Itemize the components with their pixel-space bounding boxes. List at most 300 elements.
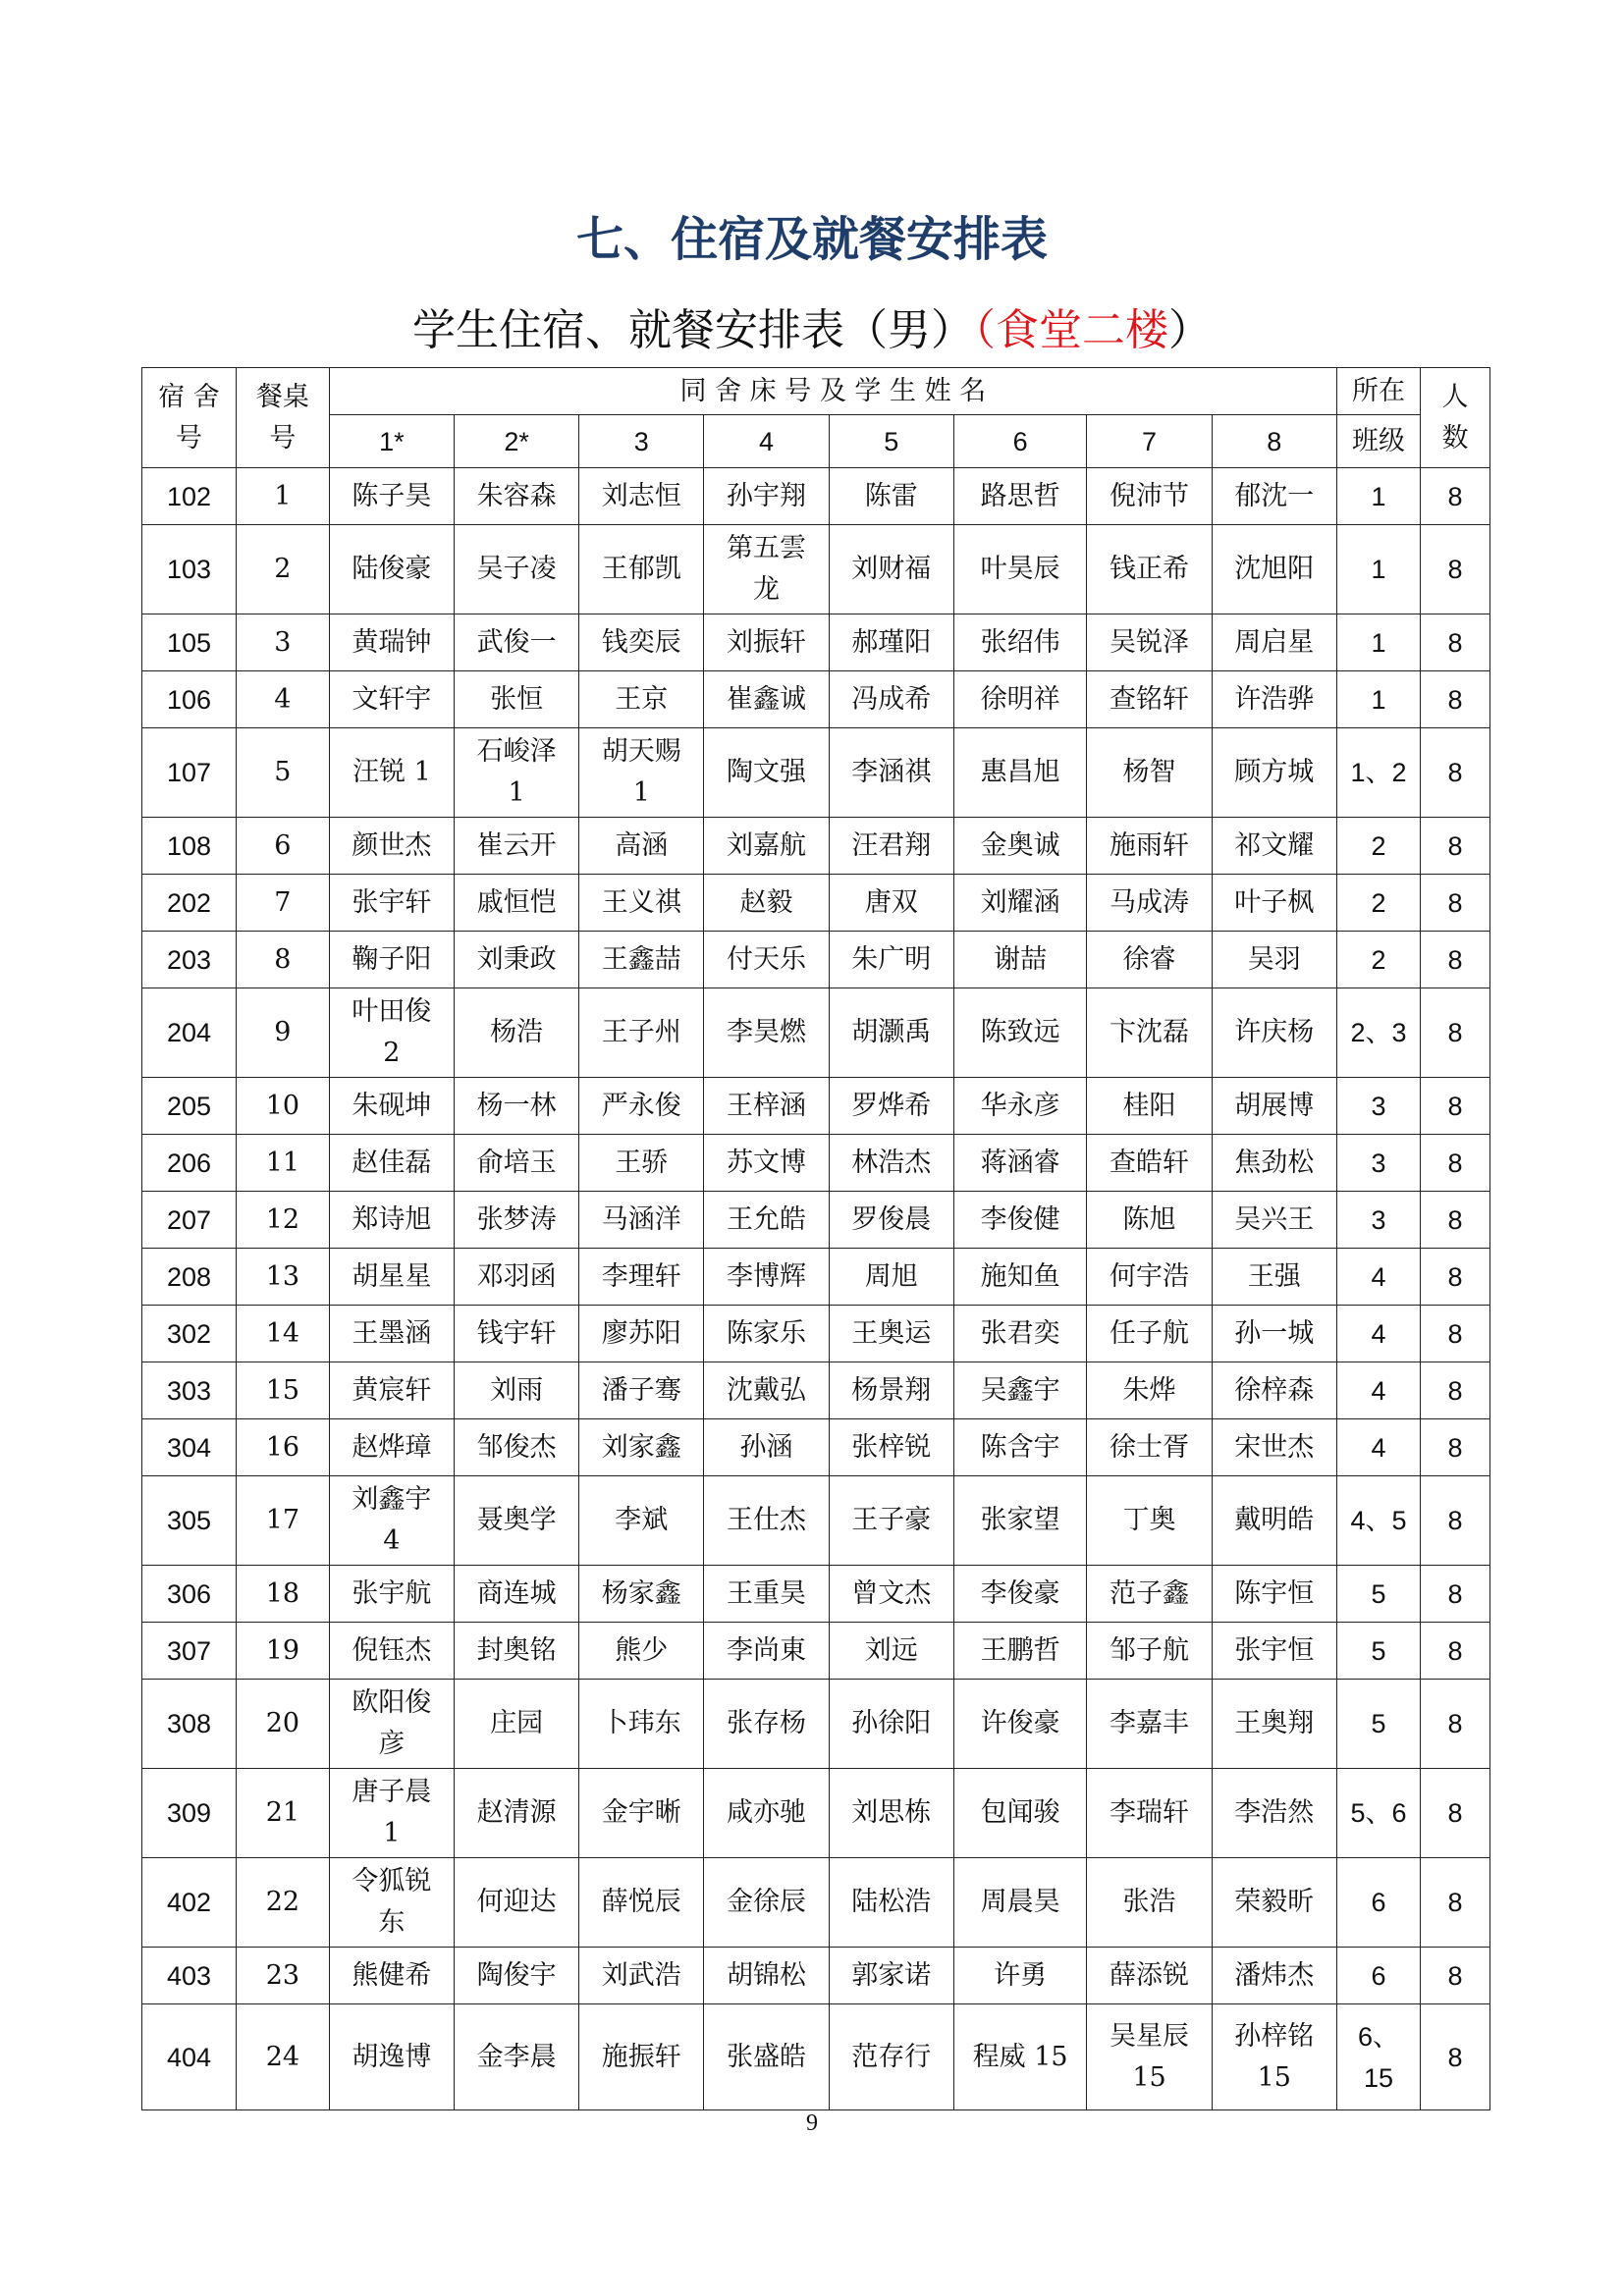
student-name-cell: 刘耀涵 bbox=[953, 875, 1087, 932]
dorm-number-cell: 203 bbox=[142, 932, 237, 988]
student-name-cell: 叶田俊 2 bbox=[329, 988, 454, 1078]
student-name-cell: 吴兴王 bbox=[1212, 1192, 1336, 1249]
student-name-cell: 高涵 bbox=[579, 818, 704, 875]
student-name-cell: 施雨轩 bbox=[1087, 818, 1212, 875]
student-name-cell: 马涵洋 bbox=[579, 1192, 704, 1249]
count-cell: 8 bbox=[1421, 1306, 1490, 1362]
student-name-cell: 冯成希 bbox=[829, 671, 953, 728]
student-name-cell: 陈子昊 bbox=[329, 468, 454, 525]
header-bed: 6 bbox=[953, 415, 1087, 468]
student-name-cell: 王墨涵 bbox=[329, 1306, 454, 1362]
count-cell: 8 bbox=[1421, 468, 1490, 525]
dorm-number-cell: 205 bbox=[142, 1078, 237, 1135]
student-name-cell: 黄瑞钟 bbox=[329, 614, 454, 671]
student-name-cell: 李尚東 bbox=[704, 1623, 829, 1680]
table-number-cell: 14 bbox=[237, 1306, 330, 1362]
count-cell: 8 bbox=[1421, 1476, 1490, 1566]
class-cell: 4 bbox=[1336, 1306, 1420, 1362]
student-name-cell: 陆松浩 bbox=[829, 1858, 953, 1948]
dorm-number-cell: 202 bbox=[142, 875, 237, 932]
count-cell: 8 bbox=[1421, 818, 1490, 875]
student-name-cell: 孙徐阳 bbox=[829, 1680, 953, 1769]
table-row bbox=[142, 1858, 1490, 1948]
student-name-cell: 封奥铭 bbox=[455, 1623, 579, 1680]
table-number-cell: 6 bbox=[237, 818, 330, 875]
student-name-cell: 许俊豪 bbox=[953, 1680, 1087, 1769]
student-name-cell: 谢喆 bbox=[953, 932, 1087, 988]
student-name-cell: 王鹏哲 bbox=[953, 1623, 1087, 1680]
student-name-cell: 路思哲 bbox=[953, 468, 1087, 525]
student-name-cell: 郑诗旭 bbox=[329, 1192, 454, 1249]
student-name-cell: 胡锦松 bbox=[704, 1948, 829, 2004]
student-name-cell: 颜世杰 bbox=[329, 818, 454, 875]
student-name-cell: 陈雷 bbox=[829, 468, 953, 525]
student-name-cell: 惠昌旭 bbox=[953, 728, 1087, 818]
student-name-cell: 王郁凯 bbox=[579, 525, 704, 614]
count-cell: 8 bbox=[1421, 1362, 1490, 1419]
student-name-cell: 杨一林 bbox=[455, 1078, 579, 1135]
class-cell: 5 bbox=[1336, 1623, 1420, 1680]
table-number-cell: 5 bbox=[237, 728, 330, 818]
student-name-cell: 曾文杰 bbox=[829, 1566, 953, 1623]
subtitle-paren-close: ） bbox=[1168, 305, 1212, 355]
student-name-cell: 薛添锐 bbox=[1087, 1948, 1212, 2004]
class-cell: 3 bbox=[1336, 1192, 1420, 1249]
page-title: 七、住宿及就餐安排表 bbox=[575, 212, 1048, 267]
table-number-cell: 1 bbox=[237, 468, 330, 525]
subtitle-main: 学生住宿、就餐安排表（男） bbox=[412, 305, 974, 355]
student-name-cell: 邓羽函 bbox=[455, 1249, 579, 1306]
student-name-cell: 文轩宇 bbox=[329, 671, 454, 728]
table-row bbox=[142, 1362, 1490, 1419]
count-cell: 8 bbox=[1421, 1192, 1490, 1249]
student-name-cell: 李瑞轩 bbox=[1087, 1769, 1212, 1858]
student-name-cell: 荣毅昕 bbox=[1212, 1858, 1336, 1948]
student-name-cell: 任子航 bbox=[1087, 1306, 1212, 1362]
count-cell: 8 bbox=[1421, 932, 1490, 988]
dorm-number-cell: 309 bbox=[142, 1769, 237, 1858]
student-name-cell: 陶文强 bbox=[704, 728, 829, 818]
student-name-cell: 严永俊 bbox=[579, 1078, 704, 1135]
student-name-cell: 戚恒恺 bbox=[455, 875, 579, 932]
student-name-cell: 崔鑫诚 bbox=[704, 671, 829, 728]
table-row bbox=[142, 1249, 1490, 1306]
dorm-number-cell: 207 bbox=[142, 1192, 237, 1249]
table-number-cell: 15 bbox=[237, 1362, 330, 1419]
header-bed: 1* bbox=[329, 415, 454, 468]
class-cell: 5 bbox=[1336, 1680, 1420, 1769]
student-name-cell: 刘秉政 bbox=[455, 932, 579, 988]
student-name-cell: 令狐锐 东 bbox=[329, 1858, 454, 1948]
student-name-cell: 焦劲松 bbox=[1212, 1135, 1336, 1192]
dorm-number-cell: 105 bbox=[142, 614, 237, 671]
student-name-cell: 马成涛 bbox=[1087, 875, 1212, 932]
student-name-cell: 张宇恒 bbox=[1212, 1623, 1336, 1680]
table-number-cell: 9 bbox=[237, 988, 330, 1078]
student-name-cell: 鞠子阳 bbox=[329, 932, 454, 988]
student-name-cell: 李涵祺 bbox=[829, 728, 953, 818]
student-name-cell: 陈家乐 bbox=[704, 1306, 829, 1362]
table-number-cell: 2 bbox=[237, 525, 330, 614]
dorm-number-cell: 307 bbox=[142, 1623, 237, 1680]
student-name-cell: 陆俊豪 bbox=[329, 525, 454, 614]
class-cell: 4 bbox=[1336, 1419, 1420, 1476]
class-cell: 4 bbox=[1336, 1249, 1420, 1306]
table-row bbox=[142, 671, 1490, 728]
student-name-cell: 孙一城 bbox=[1212, 1306, 1336, 1362]
table-number-cell: 3 bbox=[237, 614, 330, 671]
dorm-number-cell: 304 bbox=[142, 1419, 237, 1476]
student-name-cell: 孙梓铭 15 bbox=[1212, 2004, 1336, 2110]
class-cell: 4、5 bbox=[1336, 1476, 1420, 1566]
student-name-cell: 徐睿 bbox=[1087, 932, 1212, 988]
class-cell: 6 bbox=[1336, 1948, 1420, 2004]
student-name-cell: 张君奕 bbox=[953, 1306, 1087, 1362]
class-cell: 2 bbox=[1336, 818, 1420, 875]
class-cell: 3 bbox=[1336, 1135, 1420, 1192]
table-row bbox=[142, 1566, 1490, 1623]
student-name-cell: 金宇晰 bbox=[579, 1769, 704, 1858]
count-cell: 8 bbox=[1421, 1078, 1490, 1135]
student-name-cell: 叶昊辰 bbox=[953, 525, 1087, 614]
table-number-cell: 13 bbox=[237, 1249, 330, 1306]
student-name-cell: 何迎达 bbox=[455, 1858, 579, 1948]
student-name-cell: 武俊一 bbox=[455, 614, 579, 671]
student-name-cell: 沈旭阳 bbox=[1212, 525, 1336, 614]
count-cell: 8 bbox=[1421, 1948, 1490, 2004]
header-dorm-no: 宿 舍 号 bbox=[142, 368, 237, 468]
dorm-number-cell: 403 bbox=[142, 1948, 237, 2004]
student-name-cell: 李理轩 bbox=[579, 1249, 704, 1306]
student-name-cell: 胡展博 bbox=[1212, 1078, 1336, 1135]
count-cell: 8 bbox=[1421, 525, 1490, 614]
table-row bbox=[142, 1192, 1490, 1249]
student-name-cell: 倪沛节 bbox=[1087, 468, 1212, 525]
table-body bbox=[142, 468, 1490, 2110]
student-name-cell: 王仕杰 bbox=[704, 1476, 829, 1566]
table-row bbox=[142, 1476, 1490, 1566]
student-name-cell: 金徐辰 bbox=[704, 1858, 829, 1948]
student-name-cell: 徐梓森 bbox=[1212, 1362, 1336, 1419]
class-cell: 2 bbox=[1336, 875, 1420, 932]
subtitle-location: 食堂二楼 bbox=[996, 305, 1168, 355]
class-cell: 5、6 bbox=[1336, 1769, 1420, 1858]
student-name-cell: 施振轩 bbox=[579, 2004, 704, 2110]
student-name-cell: 吴子凌 bbox=[455, 525, 579, 614]
class-cell: 6、 15 bbox=[1336, 2004, 1420, 2110]
count-cell: 8 bbox=[1421, 1566, 1490, 1623]
student-name-cell: 罗烨希 bbox=[829, 1078, 953, 1135]
student-name-cell: 王子州 bbox=[579, 988, 704, 1078]
student-name-cell: 朱容森 bbox=[455, 468, 579, 525]
header-table-no: 餐桌 号 bbox=[237, 368, 330, 468]
student-name-cell: 吴鑫宇 bbox=[953, 1362, 1087, 1419]
student-name-cell: 张宇航 bbox=[329, 1566, 454, 1623]
student-name-cell: 孙宇翔 bbox=[704, 468, 829, 525]
student-name-cell: 孙涵 bbox=[704, 1419, 829, 1476]
student-name-cell: 查皓轩 bbox=[1087, 1135, 1212, 1192]
student-name-cell: 陈宇恒 bbox=[1212, 1566, 1336, 1623]
student-name-cell: 钱正希 bbox=[1087, 525, 1212, 614]
student-name-cell: 陈含宇 bbox=[953, 1419, 1087, 1476]
student-name-cell: 王义祺 bbox=[579, 875, 704, 932]
header-class-top: 所在 bbox=[1336, 368, 1420, 415]
student-name-cell: 王重昊 bbox=[704, 1566, 829, 1623]
student-name-cell: 胡天赐 1 bbox=[579, 728, 704, 818]
student-name-cell: 黄宸轩 bbox=[329, 1362, 454, 1419]
student-name-cell: 刘财福 bbox=[829, 525, 953, 614]
dorm-number-cell: 106 bbox=[142, 671, 237, 728]
student-name-cell: 刘思栋 bbox=[829, 1769, 953, 1858]
class-cell: 1 bbox=[1336, 525, 1420, 614]
count-cell: 8 bbox=[1421, 1135, 1490, 1192]
student-name-cell: 李嘉丰 bbox=[1087, 1680, 1212, 1769]
student-name-cell: 李博辉 bbox=[704, 1249, 829, 1306]
student-name-cell: 刘武浩 bbox=[579, 1948, 704, 2004]
student-name-cell: 王子豪 bbox=[829, 1476, 953, 1566]
student-name-cell: 唐双 bbox=[829, 875, 953, 932]
count-cell: 8 bbox=[1421, 2004, 1490, 2110]
student-name-cell: 李俊健 bbox=[953, 1192, 1087, 1249]
student-name-cell: 程威 15 bbox=[953, 2004, 1087, 2110]
page-number: 9 bbox=[806, 2110, 818, 2136]
student-name-cell: 俞培玉 bbox=[455, 1135, 579, 1192]
subtitle-paren-open: （ bbox=[974, 305, 996, 355]
student-name-cell: 王奥运 bbox=[829, 1306, 953, 1362]
student-name-cell: 何宇浩 bbox=[1087, 1249, 1212, 1306]
count-cell: 8 bbox=[1421, 614, 1490, 671]
dorm-number-cell: 305 bbox=[142, 1476, 237, 1566]
class-cell: 2、3 bbox=[1336, 988, 1420, 1078]
student-name-cell: 王允皓 bbox=[704, 1192, 829, 1249]
student-name-cell: 潘炜杰 bbox=[1212, 1948, 1336, 2004]
student-name-cell: 查铭轩 bbox=[1087, 671, 1212, 728]
student-name-cell: 罗俊晨 bbox=[829, 1192, 953, 1249]
header-class-bottom: 班级 bbox=[1336, 415, 1420, 468]
student-name-cell: 吴星辰 15 bbox=[1087, 2004, 1212, 2110]
student-name-cell: 林浩杰 bbox=[829, 1135, 953, 1192]
student-name-cell: 吴锐泽 bbox=[1087, 614, 1212, 671]
dorm-number-cell: 404 bbox=[142, 2004, 237, 2110]
student-name-cell: 周启星 bbox=[1212, 614, 1336, 671]
student-name-cell: 王京 bbox=[579, 671, 704, 728]
student-name-cell: 陶俊宇 bbox=[455, 1948, 579, 2004]
student-name-cell: 庄园 bbox=[455, 1680, 579, 1769]
student-name-cell: 许浩骅 bbox=[1212, 671, 1336, 728]
student-name-cell: 张绍伟 bbox=[953, 614, 1087, 671]
class-cell: 3 bbox=[1336, 1078, 1420, 1135]
dorm-number-cell: 306 bbox=[142, 1566, 237, 1623]
student-name-cell: 许庆杨 bbox=[1212, 988, 1336, 1078]
table-row bbox=[142, 1623, 1490, 1680]
dorm-number-cell: 103 bbox=[142, 525, 237, 614]
table-number-cell: 18 bbox=[237, 1566, 330, 1623]
header-bed-names: 同 舍 床 号 及 学 生 姓 名 bbox=[329, 368, 1336, 415]
student-name-cell: 王骄 bbox=[579, 1135, 704, 1192]
student-name-cell: 王梓涵 bbox=[704, 1078, 829, 1135]
dorm-number-cell: 107 bbox=[142, 728, 237, 818]
class-cell: 1、2 bbox=[1336, 728, 1420, 818]
student-name-cell: 范子鑫 bbox=[1087, 1566, 1212, 1623]
student-name-cell: 叶子枫 bbox=[1212, 875, 1336, 932]
table-number-cell: 4 bbox=[237, 671, 330, 728]
table-number-cell: 7 bbox=[237, 875, 330, 932]
dorm-number-cell: 302 bbox=[142, 1306, 237, 1362]
student-name-cell: 杨智 bbox=[1087, 728, 1212, 818]
class-cell: 2 bbox=[1336, 932, 1420, 988]
student-name-cell: 第五雲 龙 bbox=[704, 525, 829, 614]
student-name-cell: 许勇 bbox=[953, 1948, 1087, 2004]
student-name-cell: 宋世杰 bbox=[1212, 1419, 1336, 1476]
count-cell: 8 bbox=[1421, 988, 1490, 1078]
student-name-cell: 李俊豪 bbox=[953, 1566, 1087, 1623]
student-name-cell: 朱烨 bbox=[1087, 1362, 1212, 1419]
student-name-cell: 金奥诚 bbox=[953, 818, 1087, 875]
student-name-cell: 张宇轩 bbox=[329, 875, 454, 932]
table-number-cell: 17 bbox=[237, 1476, 330, 1566]
header-bed: 7 bbox=[1087, 415, 1212, 468]
student-name-cell: 刘嘉航 bbox=[704, 818, 829, 875]
student-name-cell: 刘鑫宇 4 bbox=[329, 1476, 454, 1566]
student-name-cell: 周晨昊 bbox=[953, 1858, 1087, 1948]
table-row bbox=[142, 1306, 1490, 1362]
class-cell: 1 bbox=[1336, 614, 1420, 671]
table-row bbox=[142, 2004, 1490, 2110]
student-name-cell: 张梦涛 bbox=[455, 1192, 579, 1249]
table-row bbox=[142, 932, 1490, 988]
header-count: 人 数 bbox=[1421, 368, 1490, 468]
student-name-cell: 刘远 bbox=[829, 1623, 953, 1680]
count-cell: 8 bbox=[1421, 1419, 1490, 1476]
student-name-cell: 杨景翔 bbox=[829, 1362, 953, 1419]
student-name-cell: 王鑫喆 bbox=[579, 932, 704, 988]
student-name-cell: 邹子航 bbox=[1087, 1623, 1212, 1680]
student-name-cell: 李浩然 bbox=[1212, 1769, 1336, 1858]
class-cell: 4 bbox=[1336, 1362, 1420, 1419]
table-row bbox=[142, 1680, 1490, 1769]
table-row bbox=[142, 818, 1490, 875]
student-name-cell: 杨家鑫 bbox=[579, 1566, 704, 1623]
class-cell: 1 bbox=[1336, 671, 1420, 728]
table-row bbox=[142, 1135, 1490, 1192]
student-name-cell: 赵清源 bbox=[455, 1769, 579, 1858]
student-name-cell: 张存杨 bbox=[704, 1680, 829, 1769]
student-name-cell: 郁沈一 bbox=[1212, 468, 1336, 525]
dorm-number-cell: 303 bbox=[142, 1362, 237, 1419]
count-cell: 8 bbox=[1421, 1623, 1490, 1680]
table-row bbox=[142, 875, 1490, 932]
student-name-cell: 欧阳俊 彦 bbox=[329, 1680, 454, 1769]
student-name-cell: 王强 bbox=[1212, 1249, 1336, 1306]
table-number-cell: 21 bbox=[237, 1769, 330, 1858]
header-bed: 4 bbox=[704, 415, 829, 468]
student-name-cell: 徐士胥 bbox=[1087, 1419, 1212, 1476]
table-number-cell: 12 bbox=[237, 1192, 330, 1249]
student-name-cell: 赵毅 bbox=[704, 875, 829, 932]
student-name-cell: 钱宇轩 bbox=[455, 1306, 579, 1362]
table-row bbox=[142, 614, 1490, 671]
student-name-cell: 施知鱼 bbox=[953, 1249, 1087, 1306]
table-number-cell: 10 bbox=[237, 1078, 330, 1135]
student-name-cell: 聂奥学 bbox=[455, 1476, 579, 1566]
header-bed: 3 bbox=[579, 415, 704, 468]
count-cell: 8 bbox=[1421, 671, 1490, 728]
student-name-cell: 沈戴弘 bbox=[704, 1362, 829, 1419]
class-cell: 1 bbox=[1336, 468, 1420, 525]
count-cell: 8 bbox=[1421, 1858, 1490, 1948]
class-cell: 5 bbox=[1336, 1566, 1420, 1623]
student-name-cell: 张盛皓 bbox=[704, 2004, 829, 2110]
student-name-cell: 石峻泽 1 bbox=[455, 728, 579, 818]
student-name-cell: 卞沈磊 bbox=[1087, 988, 1212, 1078]
student-name-cell: 吴羽 bbox=[1212, 932, 1336, 988]
count-cell: 8 bbox=[1421, 875, 1490, 932]
dorm-number-cell: 308 bbox=[142, 1680, 237, 1769]
student-name-cell: 倪钰杰 bbox=[329, 1623, 454, 1680]
student-name-cell: 苏文博 bbox=[704, 1135, 829, 1192]
student-name-cell: 卜玮东 bbox=[579, 1680, 704, 1769]
student-name-cell: 潘子骞 bbox=[579, 1362, 704, 1419]
table-number-cell: 19 bbox=[237, 1623, 330, 1680]
dorm-number-cell: 204 bbox=[142, 988, 237, 1078]
student-name-cell: 胡灏禹 bbox=[829, 988, 953, 1078]
student-name-cell: 郭家诺 bbox=[829, 1948, 953, 2004]
dorm-number-cell: 208 bbox=[142, 1249, 237, 1306]
dorm-number-cell: 102 bbox=[142, 468, 237, 525]
student-name-cell: 张梓锐 bbox=[829, 1419, 953, 1476]
class-cell: 6 bbox=[1336, 1858, 1420, 1948]
table-number-cell: 24 bbox=[237, 2004, 330, 2110]
student-name-cell: 熊少 bbox=[579, 1623, 704, 1680]
dorm-number-cell: 108 bbox=[142, 818, 237, 875]
student-name-cell: 陈旭 bbox=[1087, 1192, 1212, 1249]
student-name-cell: 胡逸博 bbox=[329, 2004, 454, 2110]
student-name-cell: 付天乐 bbox=[704, 932, 829, 988]
header-bed: 8 bbox=[1212, 415, 1336, 468]
table-number-cell: 23 bbox=[237, 1948, 330, 2004]
student-name-cell: 邹俊杰 bbox=[455, 1419, 579, 1476]
student-name-cell: 胡星星 bbox=[329, 1249, 454, 1306]
student-name-cell: 徐明祥 bbox=[953, 671, 1087, 728]
student-name-cell: 陈致远 bbox=[953, 988, 1087, 1078]
student-name-cell: 廖苏阳 bbox=[579, 1306, 704, 1362]
student-name-cell: 郝瑾阳 bbox=[829, 614, 953, 671]
student-name-cell: 范存行 bbox=[829, 2004, 953, 2110]
student-name-cell: 刘志恒 bbox=[579, 468, 704, 525]
student-name-cell: 杨浩 bbox=[455, 988, 579, 1078]
student-name-cell: 刘家鑫 bbox=[579, 1419, 704, 1476]
student-name-cell: 崔云开 bbox=[455, 818, 579, 875]
student-name-cell: 张浩 bbox=[1087, 1858, 1212, 1948]
dorm-number-cell: 402 bbox=[142, 1858, 237, 1948]
student-name-cell: 桂阳 bbox=[1087, 1078, 1212, 1135]
table-subtitle bbox=[0, 294, 1624, 357]
table-row bbox=[142, 1078, 1490, 1135]
student-name-cell: 朱砚坤 bbox=[329, 1078, 454, 1135]
dorm-number-cell: 206 bbox=[142, 1135, 237, 1192]
student-name-cell: 包闻骏 bbox=[953, 1769, 1087, 1858]
count-cell: 8 bbox=[1421, 1680, 1490, 1769]
student-name-cell: 商连城 bbox=[455, 1566, 579, 1623]
student-name-cell: 赵佳磊 bbox=[329, 1135, 454, 1192]
table-number-cell: 16 bbox=[237, 1419, 330, 1476]
table-row bbox=[142, 1419, 1490, 1476]
student-name-cell: 金李晨 bbox=[455, 2004, 579, 2110]
student-name-cell: 祁文耀 bbox=[1212, 818, 1336, 875]
header-bed: 5 bbox=[829, 415, 953, 468]
student-name-cell: 汪锐 1 bbox=[329, 728, 454, 818]
table-number-cell: 20 bbox=[237, 1680, 330, 1769]
